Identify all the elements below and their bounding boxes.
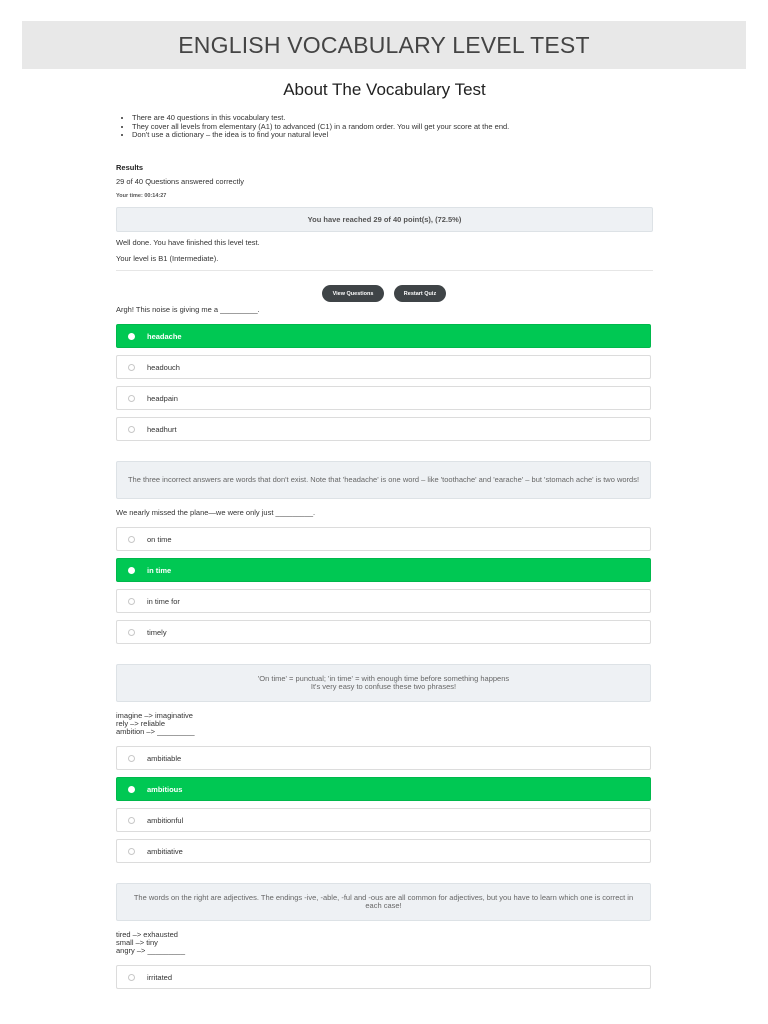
question-3-option-3[interactable]: [116, 808, 651, 832]
option-label: ambitiable: [147, 753, 182, 763]
explanation-line: 'On time' = punctual; 'in time' = with enough time before something happens: [257, 674, 510, 683]
score-panel: You have reached 29 of 40 point(s), (72.5%): [116, 207, 653, 232]
question-line: small –> tiny: [116, 938, 158, 947]
option-label: ambitionful: [147, 815, 184, 825]
question-line: ambition –> _________: [116, 727, 195, 736]
question-3-text: [116, 712, 195, 736]
radio-icon: [128, 974, 135, 981]
question-2-option-2[interactable]: [116, 558, 651, 582]
radio-icon: [128, 364, 135, 371]
option-label: timely: [147, 627, 167, 637]
results-correct: 29 of 40 Questions answered correctly: [116, 177, 244, 186]
question-line: imagine –> imaginative: [116, 711, 193, 720]
option-label: in time for: [147, 596, 180, 606]
radio-icon: [128, 598, 135, 605]
question-line: angry –> _________: [116, 946, 186, 955]
question-2-option-4[interactable]: [116, 620, 651, 644]
explanation-line: It's very easy to confuse these two phrases!: [310, 682, 457, 691]
radio-icon: [128, 755, 135, 762]
question-1-explanation: The three incorrect answers are words that don't exist. Note that 'headache' is one word – like 'toothache' and 'earache' – but 'stomach ache' is two words!: [116, 461, 651, 499]
option-label: headache: [147, 331, 182, 341]
question-3-option-2[interactable]: [116, 777, 651, 801]
option-label: headpain: [147, 393, 178, 403]
question-1-option-3[interactable]: [116, 386, 651, 410]
radio-icon: [128, 426, 135, 433]
question-3-option-4[interactable]: [116, 839, 651, 863]
about-title: About The Vocabulary Test: [283, 80, 486, 99]
radio-icon: [128, 333, 135, 340]
option-label: irritated: [147, 972, 173, 982]
intro-list: [116, 114, 669, 140]
question-1-option-2[interactable]: [116, 355, 651, 379]
option-label: headhurt: [147, 424, 177, 434]
question-3-explanation: The words on the right are adjectives. The endings -ive, -able, -ful and -ous are all common for adjectives, but you have to learn which one is correct in each case!: [116, 883, 651, 921]
view-questions-button[interactable]: View Questions: [322, 285, 384, 302]
page-title: ENGLISH VOCABULARY LEVEL TEST: [178, 31, 590, 58]
intro-bullet: • Don't use a dictionary – the idea is to find your natural level: [132, 131, 669, 140]
question-4-text: [116, 931, 185, 955]
divider: [116, 270, 653, 271]
question-line: tired –> exhausted: [116, 930, 178, 939]
question-1-text: Argh! This noise is giving me a _________.: [116, 305, 260, 314]
question-3-option-1[interactable]: [116, 746, 651, 770]
radio-icon: [128, 817, 135, 824]
radio-icon: [128, 629, 135, 636]
option-label: ambitiative: [147, 846, 183, 856]
question-4-option-1[interactable]: [116, 965, 651, 989]
question-line: rely –> reliable: [116, 719, 165, 728]
option-label: headouch: [147, 362, 180, 372]
question-2-option-3[interactable]: [116, 589, 651, 613]
question-2-option-1[interactable]: [116, 527, 651, 551]
restart-quiz-button[interactable]: Restart Quiz: [394, 285, 446, 302]
option-label: in time: [147, 565, 172, 575]
results-heading: Results: [116, 163, 144, 172]
option-label: on time: [147, 534, 172, 544]
radio-icon: [128, 848, 135, 855]
radio-icon: [128, 786, 135, 793]
question-2-explanation: [116, 664, 651, 702]
results-level: Your level is B1 (Intermediate).: [116, 254, 219, 263]
results-time: Your time: 00:14:27: [116, 193, 167, 199]
intro-bullet: • There are 40 questions in this vocabulary test.: [132, 114, 669, 123]
question-2-text: We nearly missed the plane—we were only just _________.: [116, 508, 316, 517]
question-1-option-4[interactable]: [116, 417, 651, 441]
intro-bullet: • They cover all levels from elementary (A1) to advanced (C1) in a random order. You will get your score at the end.: [132, 123, 669, 132]
option-label: ambitious: [147, 784, 183, 794]
results-message: Well done. You have finished this level test.: [116, 238, 260, 247]
radio-icon: [128, 395, 135, 402]
radio-icon: [128, 536, 135, 543]
question-1-option-1[interactable]: [116, 324, 651, 348]
radio-icon: [128, 567, 135, 574]
header-banner: [22, 21, 746, 69]
